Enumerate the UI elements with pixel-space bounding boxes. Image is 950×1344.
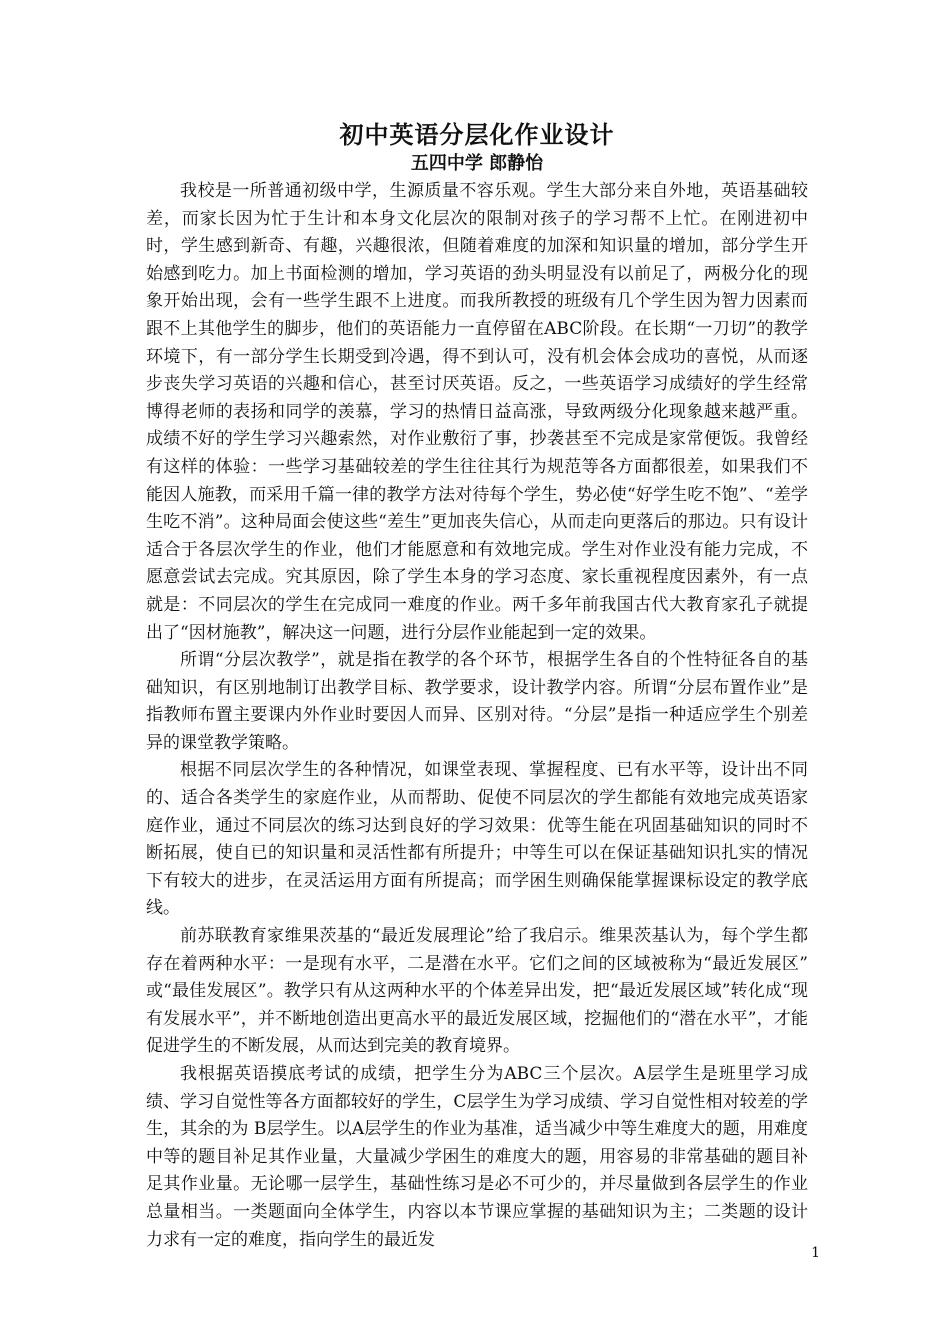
document-body — [146, 118, 808, 1254]
document-title: 初中英语分层化作业设计 — [339, 121, 615, 149]
paragraph-4: 前苏联教育家维果茨基的“最近发展理论”给了我启示。维果茨基认为，每个学生都存在着两种水平：一是现有水平，二是潜在水平。它们之间的区域被称为“最近发展区” 或“最佳发展区”。教学只有从这两种水平的个体差异出发，把“最近发展区域”转化成“现有发展水平”，并不断地创造出更高水平的最近发展区域，挖掘他们的“潜在水平”，才能促进学生的不断发展，从而达到完美的教育境界。 — [146, 926, 808, 1057]
paragraph-2: 所谓“分层次教学”，就是指在教学的各个环节，根据学生各自的个性特征各自的基础知识，有区别地制订出教学目标、教学要求，设计教学内容。所谓“分层布置作业”是指教师布置主要课内外作业时要因人而异、区别对待。“分层”是指一种适应学生个别差异的课堂教学策略。 — [146, 650, 808, 753]
paragraph-5: 我根据英语摸底考试的成绩，把学生分为ABC三个层次。A层学生是班里学习成绩、学习自觉性等各方面都较好的学生，C层学生为学习成绩、学习自觉性相对较差的学生，其余的为 B层学生。以A层学生的作业为基准，适当减少中等生难度大的题，用难度中等的题目补足其作业量，大量减少学困生的难度大的题，用容易的非常基础的题目补足其作业量。无论哪一层学生，基础性练习是必不可少的，并尽量做到各层学生的作业总量相当。一类题面向全体学生，内容以本节课应掌握的基础知识为主；二类题的设计力求有一定的难度，指向学生的最近发 — [146, 1064, 808, 1250]
paragraph-3: 根据不同层次学生的各种情况，如课堂表现、掌握程度、已有水平等，设计出不同的、适合各类学生的家庭作业，从而帮助、促使不同层次的学生都能有效地完成英语家庭作业，通过不同层次的练习达到良好的学习效果：优等生能在巩固基础知识的同时不断拓展，使自已的知识量和灵活性都有所提升；中等生可以在保证基础知识扎实的情况下有较大的进步，在灵活运用方面有所提高；而学困生则确保能掌握课标设定的教学底线。 — [146, 760, 808, 919]
page-number: 1 — [811, 1245, 820, 1261]
document-author: 五四中学 郎静怡 — [410, 153, 544, 174]
paragraph-1: 我校是一所普通初级中学，生源质量不容乐观。学生大部分来自外地，英语基础较差，而家长因为忙于生计和本身文化层次的限制对孩子的学习帮不上忙。在刚进初中时，学生感到新奇、有趣，兴趣很浓，但随着难度的加深和知识量的增加，部分学生开始感到吃力。加上书面检测的增加，学习英语的劲头明显没有以前足了，两极分化的现象开始出现，会有一些学生跟不上进度。而我所教授的班级有几个学生因为智力因素而跟不上其他学生的脚步，他们的英语能力一直停留在ABC阶段。在长期“一刀切”的教学环境下，有一部分学生长期受到冷遇，得不到认可，没有机会体会成功的喜悦，从而逐步丧失学习英语的兴趣和信心，甚至讨厌英语。反之，一些英语学习成绩好的学生经常博得老师的表扬和同学的羡慕，学习的热情日益高涨，导致两级分化现象越来越严重。成绩不好的学生学习兴趣索然，对作业敷衍了事，抄袭甚至不完成是家常便饭。我曾经有这样的体验：一些学习基础较差的学生往往其行为规范等各方面都很差，如果我们不能因人施教，而采用千篇一律的教学方法对待每个学生，势必使“好学生吃不饱”、“差学生吃不消”。这种局面会使这些“差生”更加丧失信心，从而走向更落后的那边。只有设计适合于各层次学生的作业，他们才能愿意和有效地完成。学生对作业没有能力完成，不愿意尝试去完成。究其原因，除了学生本身的学习态度、家长重视程度因素外，有一点就是：不同层次的学生在完成同一难度的作业。两千多年前我国古代大教育家孔子就提出了“因材施教”，解决这一问题，进行分层作业能起到一定的效果。 — [146, 181, 808, 643]
